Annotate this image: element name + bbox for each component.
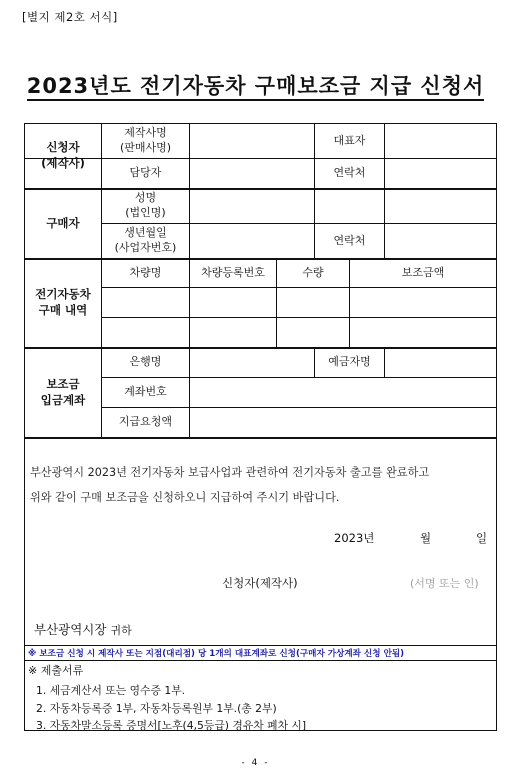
buyer-name-label: 성명 (법인명) <box>125 191 166 219</box>
date-month: 월 <box>420 531 432 545</box>
maker-name-field[interactable] <box>190 124 314 158</box>
page-number: - 4 - <box>241 758 270 768</box>
grid-line <box>101 287 496 288</box>
grid-line <box>25 660 496 661</box>
document-item: 2. 자동차등록증 1부, 자동차등록원부 1부.(총 2부) <box>36 702 277 715</box>
manager-label: 담당자 <box>129 166 162 180</box>
document-item: 3. 자동차말소등록 증명서[노후(4,5등급) 경유차 폐차 시] <box>36 719 307 732</box>
statement-line-2: 위와 같이 구매 보조금을 신청하오니 지급하여 주시기 바랍니다. <box>30 491 340 504</box>
bank-name-field[interactable] <box>190 348 314 377</box>
request-amount-label: 지급요청액 <box>118 415 173 429</box>
date-day: 일 <box>476 531 488 545</box>
request-amount-field[interactable] <box>190 408 496 437</box>
applicant-contact-field[interactable] <box>385 159 496 188</box>
grid-line <box>101 317 496 318</box>
account-number-field[interactable] <box>190 378 496 407</box>
account-number-label: 계좌번호 <box>124 385 167 399</box>
buyer-section-label: 구매자 <box>46 215 80 230</box>
account-holder-field[interactable] <box>385 348 496 377</box>
documents-title: ※ 제출서류 <box>28 664 84 677</box>
recipient-name: 부산광역시장 <box>34 622 107 637</box>
document-item: 1. 세금계산서 또는 영수증 1부. <box>36 684 186 697</box>
signature-hint: (서명 또는 인) <box>410 577 479 590</box>
recipient <box>34 620 132 638</box>
purchase-section-label: 전기자동차 구매 내역 <box>35 287 91 317</box>
manager-field[interactable] <box>190 159 314 188</box>
buyer-name-field[interactable] <box>190 189 314 223</box>
representative-label: 대표자 <box>333 133 366 147</box>
grid-line <box>25 645 496 646</box>
signature-label: 신청자(제작사) <box>222 576 298 590</box>
vehicle-name-header: 차량명 <box>129 265 162 279</box>
subsidy-amount-header: 보조금액 <box>401 265 445 279</box>
account-notice: ※ 보조금 신청 시 제작사 또는 지점(대리점) 당 1개의 대표계좌로 신청(구매자 가상계좌 신청 안됨) <box>28 649 405 659</box>
account-section-label: 보조금 입금계좌 <box>40 376 86 407</box>
grid-line <box>25 437 496 439</box>
statement-line-1: 부산광역시 2023년 전기자동차 보급사업과 관련하여 전기자동차 출고를 완료하고 <box>30 466 430 479</box>
buyer-contact-label: 연락처 <box>333 233 366 247</box>
buyer-contact-field[interactable] <box>385 224 496 258</box>
reg-number-header: 차량등록번호 <box>201 265 265 279</box>
representative-field[interactable] <box>385 124 496 158</box>
applicant-contact-label: 연락처 <box>333 166 366 180</box>
account-holder-label: 예금자명 <box>328 355 371 369</box>
applicant-section-label: 신청자 (제작사) <box>41 140 85 170</box>
date-year: 2023년 <box>334 531 375 545</box>
form-number-label: [별지 제2호 서식] <box>22 10 118 24</box>
recipient-suffix: 귀하 <box>110 624 132 637</box>
bank-name-label: 은행명 <box>129 355 162 369</box>
quantity-header: 수량 <box>302 265 324 279</box>
maker-name-label: 제작사명 (판매사명) <box>119 126 172 154</box>
document-title: 2023년도 전기자동차 구매보조금 지급 신청서 <box>0 70 511 100</box>
buyer-birth-field[interactable] <box>190 224 314 258</box>
buyer-birth-label: 생년월일 (사업자번호) <box>114 226 177 254</box>
